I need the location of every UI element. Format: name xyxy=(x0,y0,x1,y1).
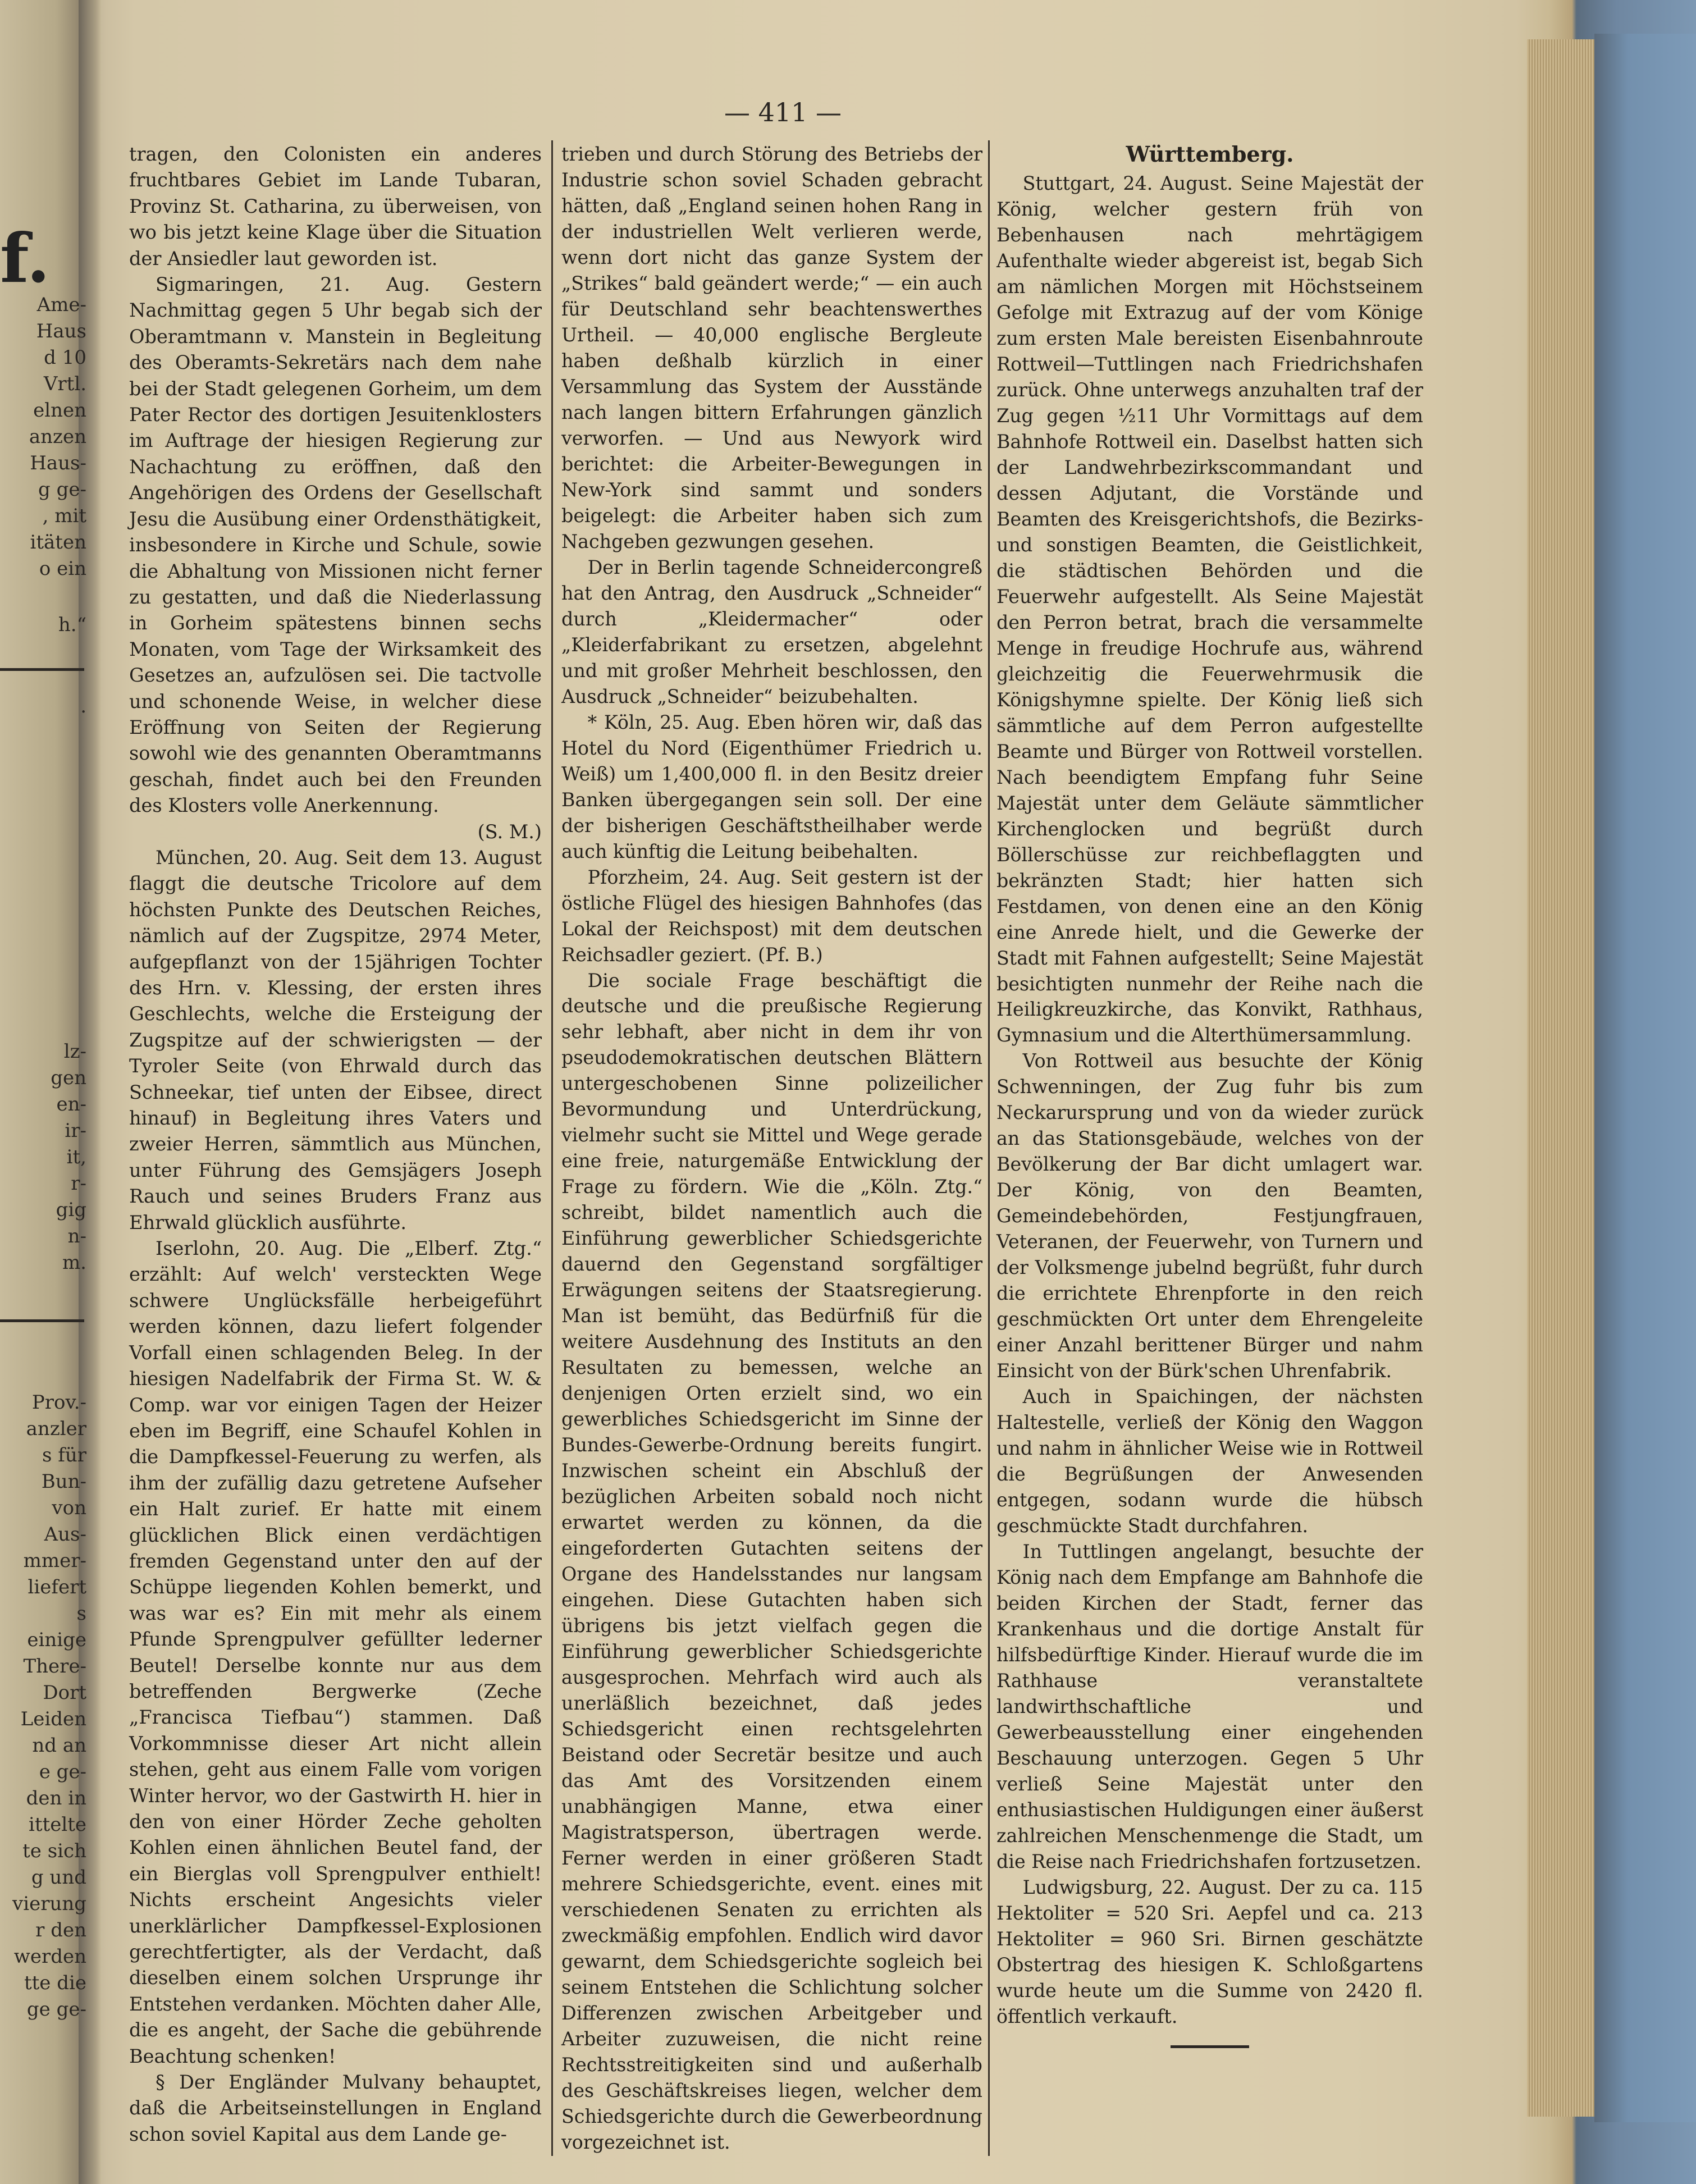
stub-line: g und xyxy=(31,1866,86,1889)
stub-line: te sich xyxy=(22,1840,86,1862)
stub-line: Leiden xyxy=(20,1708,86,1730)
stub-line: s für xyxy=(42,1444,86,1466)
article-paragraph: Pforzheim, 24. Aug. Seit gestern ist der östliche Flügel des hiesigen Bahnhofes (das Lokal der Reichspost) mit dem deutschen Reichsadler geziert. (Pf. B.) xyxy=(561,866,982,966)
stub-line: m. xyxy=(62,1251,86,1274)
article-paragraph: tragen, den Colonisten ein anderes fruchtbares Gebiet im Lande Tubaran, Provinz St. Catharina, zu überweisen, von wo bis jetzt keine Klage über die Situation der Ansiedler laut geworden ist. xyxy=(129,143,542,269)
end-rule xyxy=(1171,2045,1249,2048)
stub-rule xyxy=(0,1319,84,1322)
article-paragraph: trieben und durch Störung des Betriebs der Industrie schon soviel Schaden gebracht hätten, daß „England seinen hohen Rang in der industriellen Welt verlieren werde, wenn dort nicht das ganze System der „Strikes“ bald geändert werde;“ — ein auch für Deutschland sehr beachtenswerthes Urtheil. — 40,000 englische Bergleute haben deßhalb kürzlich in einer Versammlung das System der Ausstände nach langen bittern Erfahrungen gänzlich verworfen. — Und aus Newyork wird berichtet: die Arbeiter-Bewegungen in New-York sind sammt und sonders beigelegt: die Arbeiter haben sich zum Nachgeben gezwungen gesehen. xyxy=(561,143,982,552)
stub-line: Prov.- xyxy=(31,1391,86,1414)
article-paragraph: München, 20. Aug. Seit dem 13. August flaggt die deutsche Tricolore auf dem höchsten Punkte des Deutschen Reiches, nämlich auf der Zugspitze, 2974 Meter, aufgepflanzt von der 15jährigen Tochter des Hrn. v. Klessing, der ersten ihres Geschlechts, welche die Ersteigung der Zugspitze auf der schwierigsten — der Tyroler Seite (von Ehrwald durch das Schneekar, tief unten der Eibsee, direct hinauf) in Begleitung ihres Vaters und zweier Herren, sämmtlich aus München, unter Führung des Gemsjägers Joseph Rauch und seines Bruders Franz aus Ehrwald glücklich ausführte. xyxy=(129,846,542,1233)
stub-line: s xyxy=(76,1602,86,1625)
stub-line: liefert xyxy=(28,1576,86,1598)
stub-line: en- xyxy=(56,1093,86,1116)
stub-rule xyxy=(0,668,84,671)
stub-text-block-d xyxy=(2,1039,86,1276)
stub-line: Ame- xyxy=(36,294,86,316)
text-column-2 xyxy=(561,141,982,2155)
stub-line: g ge- xyxy=(38,478,86,501)
book-cover-edge xyxy=(1594,34,1696,2122)
article-paragraph: In Tuttlingen angelangt, besuchte der König nach dem Empfange am Bahnhofe die beiden Kirchen der Stadt, ferner das Krankenhaus und die dortige Anstalt für hilfsbedürftige Kinder. Hierauf wurde die im Rathhause veranstaltete landwirthschaftliche und Gewerbeausstellung einer eingehenden Beschauung unterzogen. Gegen 5 Uhr verließ Seine Majestät unter den enthusiastischen Huldigungen einer äußerst zahlreichen Menschenmenge die Stadt, um die Reise nach Friedrichshafen fortzusetzen. xyxy=(996,1541,1423,1872)
stub-line: Aus- xyxy=(44,1523,86,1546)
stub-line: einige xyxy=(27,1629,86,1651)
stub-line: Haus- xyxy=(30,452,86,474)
stub-line: lz- xyxy=(63,1040,86,1063)
stub-text-block-e xyxy=(2,1390,86,2023)
stub-line: gen xyxy=(51,1067,86,1089)
stub-line: gig xyxy=(56,1199,86,1221)
stub-text-block-c xyxy=(2,693,86,720)
article-paragraph: Ludwigsburg, 22. August. Der zu ca. 115 Hektoliter = 520 Sri. Aepfel und ca. 213 Hektoliter = 960 Sri. Birnen geschätzte Obstertrag des hiesigen K. Schloßgartens wurde heute um die Summe von 2420 fl. öffentlich verkauft. xyxy=(996,1876,1423,2027)
article-paragraph: (S. M.) xyxy=(477,820,542,843)
stub-line: Bun- xyxy=(41,1470,86,1493)
section-heading: Württemberg. xyxy=(1126,141,1294,167)
stub-line: itäten xyxy=(30,531,86,554)
article-paragraph: Stuttgart, 24. August. Seine Majestät der König, welcher gestern früh von Bebenhausen nach mehrtägigem Aufenthalte wieder abgereist ist, begab Sich am nämlichen Morgen mit Höchstseinem Gefolge mit Extrazug auf der vom Könige zum ersten Male bereisten Eisenbahnroute Rottweil—Tuttlingen nach Friedrichshafen zurück. Ohne unterwegs anzuhalten traf der Zug gegen ½11 Uhr Vormittags auf dem Bahnhofe Rottweil ein. Daselbst hatten sich der Landwehrbezirkscommandant und dessen Adjutant, die Vorstände und Beamten des Kreisgerichtshofs, die Bezirks- und sonstigen Beamten, die Geistlichkeit, die städtischen Behörden und die Feuerwehr aufgestellt. Als Seine Majestät den Perron betrat, brach die versammelte Menge in freudige Hochrufe aus, während gleichzeitig die Feuerwehrmusik die Königshymne spielte. Der König ließ sich sämmtliche auf dem Perron aufgestellte Beamte und Bürger von Rottweil vorstellen. Nach beendigtem Empfang fuhr Seine Majestät unter dem Geläute sämmtlicher Kirchenglocken und begrüßt durch Böllerschüsse zur reichbeflaggten und bekränzten Stadt; hier hatten sich Festdamen, von denen eine an den König eine Anrede hielt, und die Gewerke der Stadt mit Fahnen aufgestellt; Seine Majestät besichtigten nunmehr der Reihe nach die Heiligkreuzkirche, das Konvikt, Rathhaus, Gymnasium und die Alterthümersammlung. xyxy=(996,172,1423,1047)
stub-line: There- xyxy=(23,1655,86,1678)
article-paragraph: * Köln, 25. Aug. Eben hören wir, daß das Hotel du Nord (Eigenthümer Friedrich u. Weiß) um 1,400,000 fl. in den Besitz dreier Banken übergegangen sein soll. Der eine der bisherigen Geschäftstheilhaber werde auch künftig die Leitung beibehalten. xyxy=(561,711,982,862)
article-paragraph: Der in Berlin tagende Schneidercongreß hat den Antrag, den Ausdruck „Schneider“ durch „Kleidermacher“ oder „Kleiderfabrikant zu ersetzen, abgelehnt und mit großer Mehrheit beschlossen, den Ausdruck „Schneider“ beizubehalten. xyxy=(561,556,982,707)
stub-line: mmer- xyxy=(23,1550,86,1572)
stub-line: werden xyxy=(13,1945,86,1968)
page-number: — 411 — xyxy=(724,97,842,127)
stub-line: Vrtl. xyxy=(43,373,86,395)
stub-line: e ge- xyxy=(39,1761,86,1783)
stub-line: anzler xyxy=(26,1418,86,1440)
stub-line: elnen xyxy=(33,399,86,422)
stub-line: ir- xyxy=(65,1120,86,1142)
stub-line: Dort xyxy=(43,1682,86,1704)
text-column-3 xyxy=(996,141,1423,2048)
stub-line: den in xyxy=(26,1787,86,1810)
column-rule xyxy=(551,140,553,2156)
article-paragraph: Iserlohn, 20. Aug. Die „Elberf. Ztg.“ erzählt: Auf welch' versteckten Wege schwere Unglücksfälle herbeigeführt werden können, dazu liefert folgender Vorfall einen schlagenden Beleg. In der hiesigen Nadelfabrik der Firma St. W. & Comp. war vor einigen Tagen der Heizer eben im Begriff, eine Schaufel Kohlen in die Dampfkessel-Feuerung zu werfen, als ihm der zufällig dazu getretene Aufseher ein Halt zurief. Er hatte mit einem glücklichen Blick einen verdächtigen fremden Gegenstand unter den auf der Schüppe liegenden Kohlen bemerkt, und was war es? Ein mit mehr als einem Pfunde Sprengpulver gefüllter lederner Beutel! Derselbe konnte nur aus dem betreffenden Bergwerke (Zeche „Francisca Tiefbau“) stammen. Daß Vorkommnisse dieser Art nicht allein stehen, geht aus einem Falle vom vorigen Winter hervor, wo der Gastwirth H. hier in den von einer Hörder Zeche geholten Kohlen einen ähnlichen Beutel fand, der ein Bierglas voll Sprengpulver enthielt! Nichts erscheint Angesichts vieler unerklärlicher Dampfkessel-Explosionen gerechtfertigter, als der Verdacht, daß dieselben einem solchen Ursprunge ihr Entstehen verdanken. Möchten daher Alle, die es angeht, der Sache die gebührende Beachtung schenken! xyxy=(129,1237,542,2067)
text-column-1 xyxy=(129,141,542,2148)
stub-line: nd an xyxy=(32,1734,86,1757)
article-paragraph: Auch in Spaichingen, der nächsten Haltestelle, verließ der König den Waggon und nahm in ähnlicher Weise wie in Rottweil die Begrüßungen der Anwesenden entgegen, sodann wurde die hübsch geschmückte Stadt durchfahren. xyxy=(996,1386,1423,1537)
stub-line: ittelte xyxy=(29,1813,86,1836)
stub-line: Haus xyxy=(36,320,86,342)
stub-line: von xyxy=(52,1497,86,1519)
stub-big-letter: f. xyxy=(0,219,51,298)
stub-line: vierung xyxy=(12,1893,86,1915)
stub-text-block-b xyxy=(2,612,86,638)
stub-line: r- xyxy=(71,1172,86,1195)
stub-line: d 10 xyxy=(44,346,86,369)
stub-line: ge ge- xyxy=(26,1998,86,2021)
stub-line: o ein xyxy=(39,558,86,580)
stub-line: tte die xyxy=(24,1972,86,1994)
article-paragraph: § Der Engländer Mulvany behauptet, daß die Arbeitseinstellungen in England schon soviel Kapital aus dem Lande ge- xyxy=(129,2071,542,2145)
stub-line: anzen xyxy=(29,426,86,448)
article-paragraph: Sigmaringen, 21. Aug. Gestern Nachmittag gegen 5 Uhr begab sich der Oberamtmann v. Manstein in Begleitung des Oberamts-Sekretärs nach dem nahe bei der Stadt gelegenen Gorheim, um dem Pater Rector des dortigen Jesuitenklosters im Auftrage der hiesigen Regierung zur Nachachtung zu eröffnen, daß den Angehörigen des Ordens der Gesellschaft Jesu die Ausübung einer Ordensthätigkeit, insbesondere in Kirche und Schule, sowie die Abhaltung von Missionen nicht ferner zu gestatten, und daß die Niederlassung in Gorheim spätestens binnen sechs Monaten, vom Tage der Wirksamkeit des Gesetzes an, aufzulösen sei. Die tactvolle und schonende Weise, in welcher diese Eröffnung von Seiten der Regierung sowohl wie des genannten Oberamtmanns geschah, findet auch bei den Freunden des Klosters volle Anerkennung. xyxy=(129,273,542,817)
stub-line: h.“ xyxy=(58,614,86,636)
article-paragraph: Die sociale Frage beschäftigt die deutsche und die preußische Regierung sehr lebhaft, aber nicht in dem ihr von pseudodemokratischen deutschen Blättern untergeschobenen Sinne polizeilicher Bevormundung und Unterdrückung, vielmehr sucht sie Mittel und Wege gerade eine freie, naturgemäße Entwicklung der Frage zu fördern. Wie die „Köln. Ztg.“ schreibt, bildet namentlich auch die Einführung gewerblicher Schiedsgerichte dauernd den Gegenstand sorgfältiger Erwägungen seitens der Staatsregierung. Man ist bemüht, das Bedürfniß für die weitere Ausdehnung des Instituts an den Resultaten zu bemessen, welche an denjenigen Orten erzielt sind, wo ein gewerbliches Schiedsgericht im Sinne der Bundes-Gewerbe-Ordnung bereits fungirt. Inzwischen scheint ein Abschluß der bezüglichen Arbeiten sobald noch nicht erwartet werden zu können, da die eingeforderten Gutachten seitens der Organe des Handelsstandes nur langsam eingehen. Diese Gutachten haben sich übrigens bis jetzt vielfach gegen die Einführung gewerblicher Schiedsgerichte ausgesprochen. Mehrfach wird auch als unerläßlich bezeichnet, daß jedes Schiedsgericht einen rechtsgelehrten Beistand oder Secretär besitze und auch das Amt des Vorsitzenden einem unabhängigen Manne, etwa einer Magistratsperson, übertragen werde. Ferner werden in einer größeren Stadt mehrere Schiedsgerichte, event. eines mit verschiedenen Senaten zu errichten als zweckmäßig empfohlen. Endlich wird davor gewarnt, dem Schiedsgerichte sogleich bei seinem Entstehen die Schlichtung solcher Differenzen zwischen Arbeitgeber und Arbeiter zuzuweisen, die nicht reine Rechtsstreitigkeiten sind und außerhalb des Geschäftskreises liegen, welcher dem Schiedsgerichte durch die Gewerbeordnung vorgezeichnet ist. xyxy=(561,969,982,2153)
stub-line: , mit xyxy=(42,505,86,527)
stub-line: n- xyxy=(67,1225,86,1248)
stub-line: . xyxy=(80,695,86,718)
article-paragraph: Von Rottweil aus besuchte der König Schwenningen, der Zug fuhr bis zum Neckarursprung und von da wieder zurück an das Stationsgebäude, welches von der Bevölkerung der Bar dicht umlagert war. Der König, von den Beamten, Gemeindebehörden, Festjungfrauen, Veteranen, der Feuerwehr, von Turnern und der Volksmenge jubelnd begrüßt, fuhr durch die errichtete Ehrenpforte in den reich geschmückten Ort unter dem Ehrengeleite einer Anzahl berittener Bürger und nahm Einsicht von der Bürk'schen Uhrenfabrik. xyxy=(996,1050,1423,1382)
stub-text-block-a xyxy=(2,292,86,582)
column-rule xyxy=(988,140,990,2156)
stub-line: r den xyxy=(35,1919,86,1941)
stub-line: it, xyxy=(66,1146,86,1168)
